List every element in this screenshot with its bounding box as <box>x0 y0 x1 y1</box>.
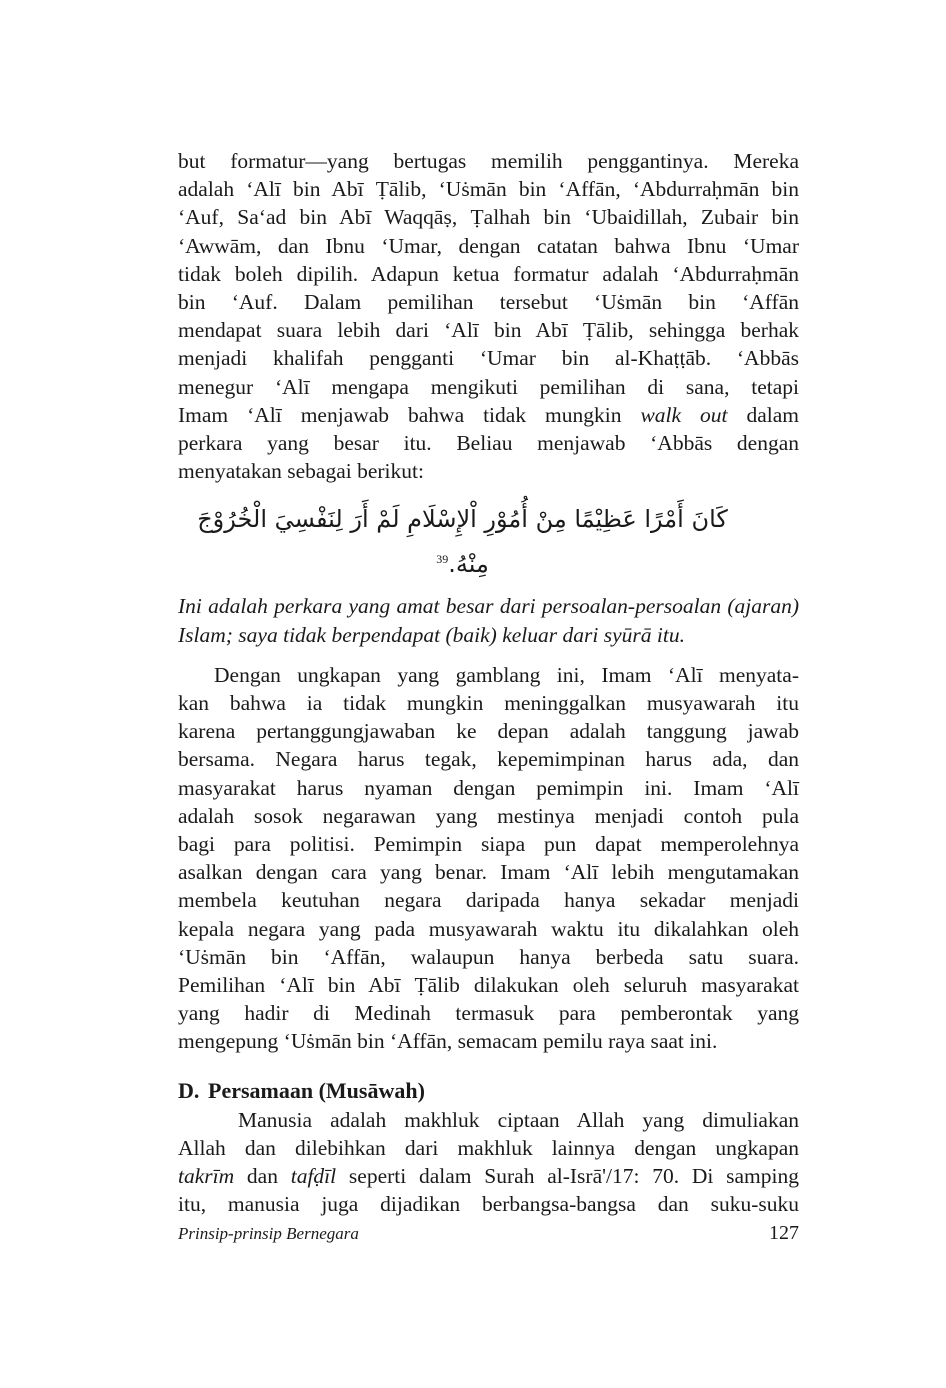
text-run: Imam ‘Alī menjawab bahwa tidak mungkin <box>178 402 641 427</box>
text-line: bagi para politisi. Pemimpin siapa pun dapat memperolehnya <box>178 832 799 857</box>
text-line: mengepung ‘Uṡmān bin ‘Affān, semacam pemilu raya saat ini. <box>178 1029 718 1054</box>
text-line: membela keutuhan negara daripada hanya sekadar menjadi <box>178 888 799 913</box>
text-line: asalkan dengan cara yang benar. Imam ‘Alī lebih mengutamakan <box>178 860 799 885</box>
text-line: yang hadir di Medinah termasuk para pemberontak yang <box>178 1001 799 1026</box>
page-body <box>178 147 799 1219</box>
italic-term-walk-out: walk out <box>640 402 728 427</box>
text-line: adalah ‘Alī bin Abī Ṭālib, ‘Uṡmān bin ‘Affān, ‘Abdurraḥmān bin <box>178 177 799 202</box>
text-line: karena pertanggungjawaban ke depan adalah tanggung jawab <box>178 719 799 744</box>
running-title: Prinsip-prinsip Bernegara <box>178 1224 359 1243</box>
quote-translation <box>178 592 799 648</box>
spacer <box>178 1056 799 1076</box>
text-line: perkara yang besar itu. Beliau menjawab ‘Abbās dengan <box>178 431 799 456</box>
text-run: dan <box>234 1164 291 1189</box>
text-line: but formatur—yang bertugas memilih penggantinya. Mereka <box>178 149 799 173</box>
footnote-reference: 39 <box>436 552 449 567</box>
text-run: dalam <box>727 402 799 427</box>
arabic-quote <box>178 499 799 584</box>
text-line: Ini adalah perkara yang amat besar dari persoalan-persoalan (ajaran) <box>178 594 799 619</box>
page-footer <box>178 1222 799 1245</box>
text-line: ‘Auf, Sa‘ad bin Abī Waqqāṣ, Ṭalhah bin ‘Ubaidillah, Zubair bin <box>178 205 799 230</box>
text-line: mendapat suara lebih dari ‘Alī bin Abī Ṭālib, sehingga berhak <box>178 318 799 343</box>
text-line: Allah dan dilebihkan dari makhluk lainnya dengan ungkapan <box>178 1135 799 1160</box>
text-line: Dengan ungkapan yang gamblang ini, Imam ‘Alī menyata- <box>214 662 799 687</box>
text-line <box>178 401 799 429</box>
spacer <box>178 649 799 661</box>
text-line: kan bahwa ia tidak mungkin meninggalkan musyawarah itu <box>178 691 799 716</box>
section-title: Persamaan (Musāwah) <box>208 1077 425 1103</box>
text-line: Pemilihan ‘Alī bin Abī Ṭālib dilakukan oleh seluruh masyarakat <box>178 973 799 998</box>
text-line: menyatakan sebagai berikut: <box>178 459 424 484</box>
arabic-text: كَانَ أَمْرًا عَظِيْمًا مِنْ أُمُوْرِ اْلإِسْلَامِ لَمْ أَرَ لِنَفْسِيَ الْخُرُوْجَ مِنْهُ. <box>197 505 728 579</box>
page-number: 127 <box>769 1222 799 1244</box>
text-line: bin ‘Auf. Dalam pemilihan tersebut ‘Uṡmān bin ‘Affān <box>178 290 799 315</box>
paragraph-formatur <box>178 147 799 485</box>
text-line: kepala negara yang pada musyawarah waktu itu dikalahkan oleh <box>178 916 799 941</box>
text-line: ‘Awwām, dan Ibnu ‘Umar, dengan catatan bahwa Ibnu ‘Umar <box>178 233 799 258</box>
text-line <box>178 1162 799 1190</box>
italic-term-tafdil: tafḍīl <box>290 1164 337 1189</box>
italic-term-takrim: takrīm <box>178 1164 235 1189</box>
text-line: bersama. Negara harus tegak, kepemimpinan harus ada, dan <box>178 747 799 772</box>
text-run: seperti dalam Surah al-Isrā'/17: 70. Di samping <box>336 1164 799 1189</box>
paragraph-imam-ali <box>178 661 799 1056</box>
paragraph-musawah <box>178 1106 799 1219</box>
section-letter: D. <box>178 1077 200 1103</box>
text-line: Manusia adalah makhluk ciptaan Allah yang dimuliakan <box>238 1107 799 1132</box>
text-line: ‘Uṡmān bin ‘Affān, walaupun hanya berbeda satu suara. <box>178 944 799 969</box>
text-line: itu, manusia juga dijadikan berbangsa-bangsa dan suku-suku <box>178 1192 799 1217</box>
text-line: menegur ‘Alī mengapa mengikuti pemilihan di sana, tetapi <box>178 374 799 399</box>
text-line: menjadi khalifah pengganti ‘Umar bin al-Khaṭṭāb. ‘Abbās <box>178 346 799 371</box>
text-line: adalah sosok negarawan yang mestinya menjadi contoh pula <box>178 803 799 828</box>
section-heading <box>178 1076 799 1106</box>
text-line: tidak boleh dipilih. Adapun ketua formatur adalah ‘Abdurraḥmān <box>178 261 799 286</box>
text-line: masyarakat harus nyaman dengan pemimpin ini. Imam ‘Alī <box>178 775 799 800</box>
text-line: Islam; saya tidak berpendapat (baik) keluar dari syūrā itu. <box>178 622 685 647</box>
